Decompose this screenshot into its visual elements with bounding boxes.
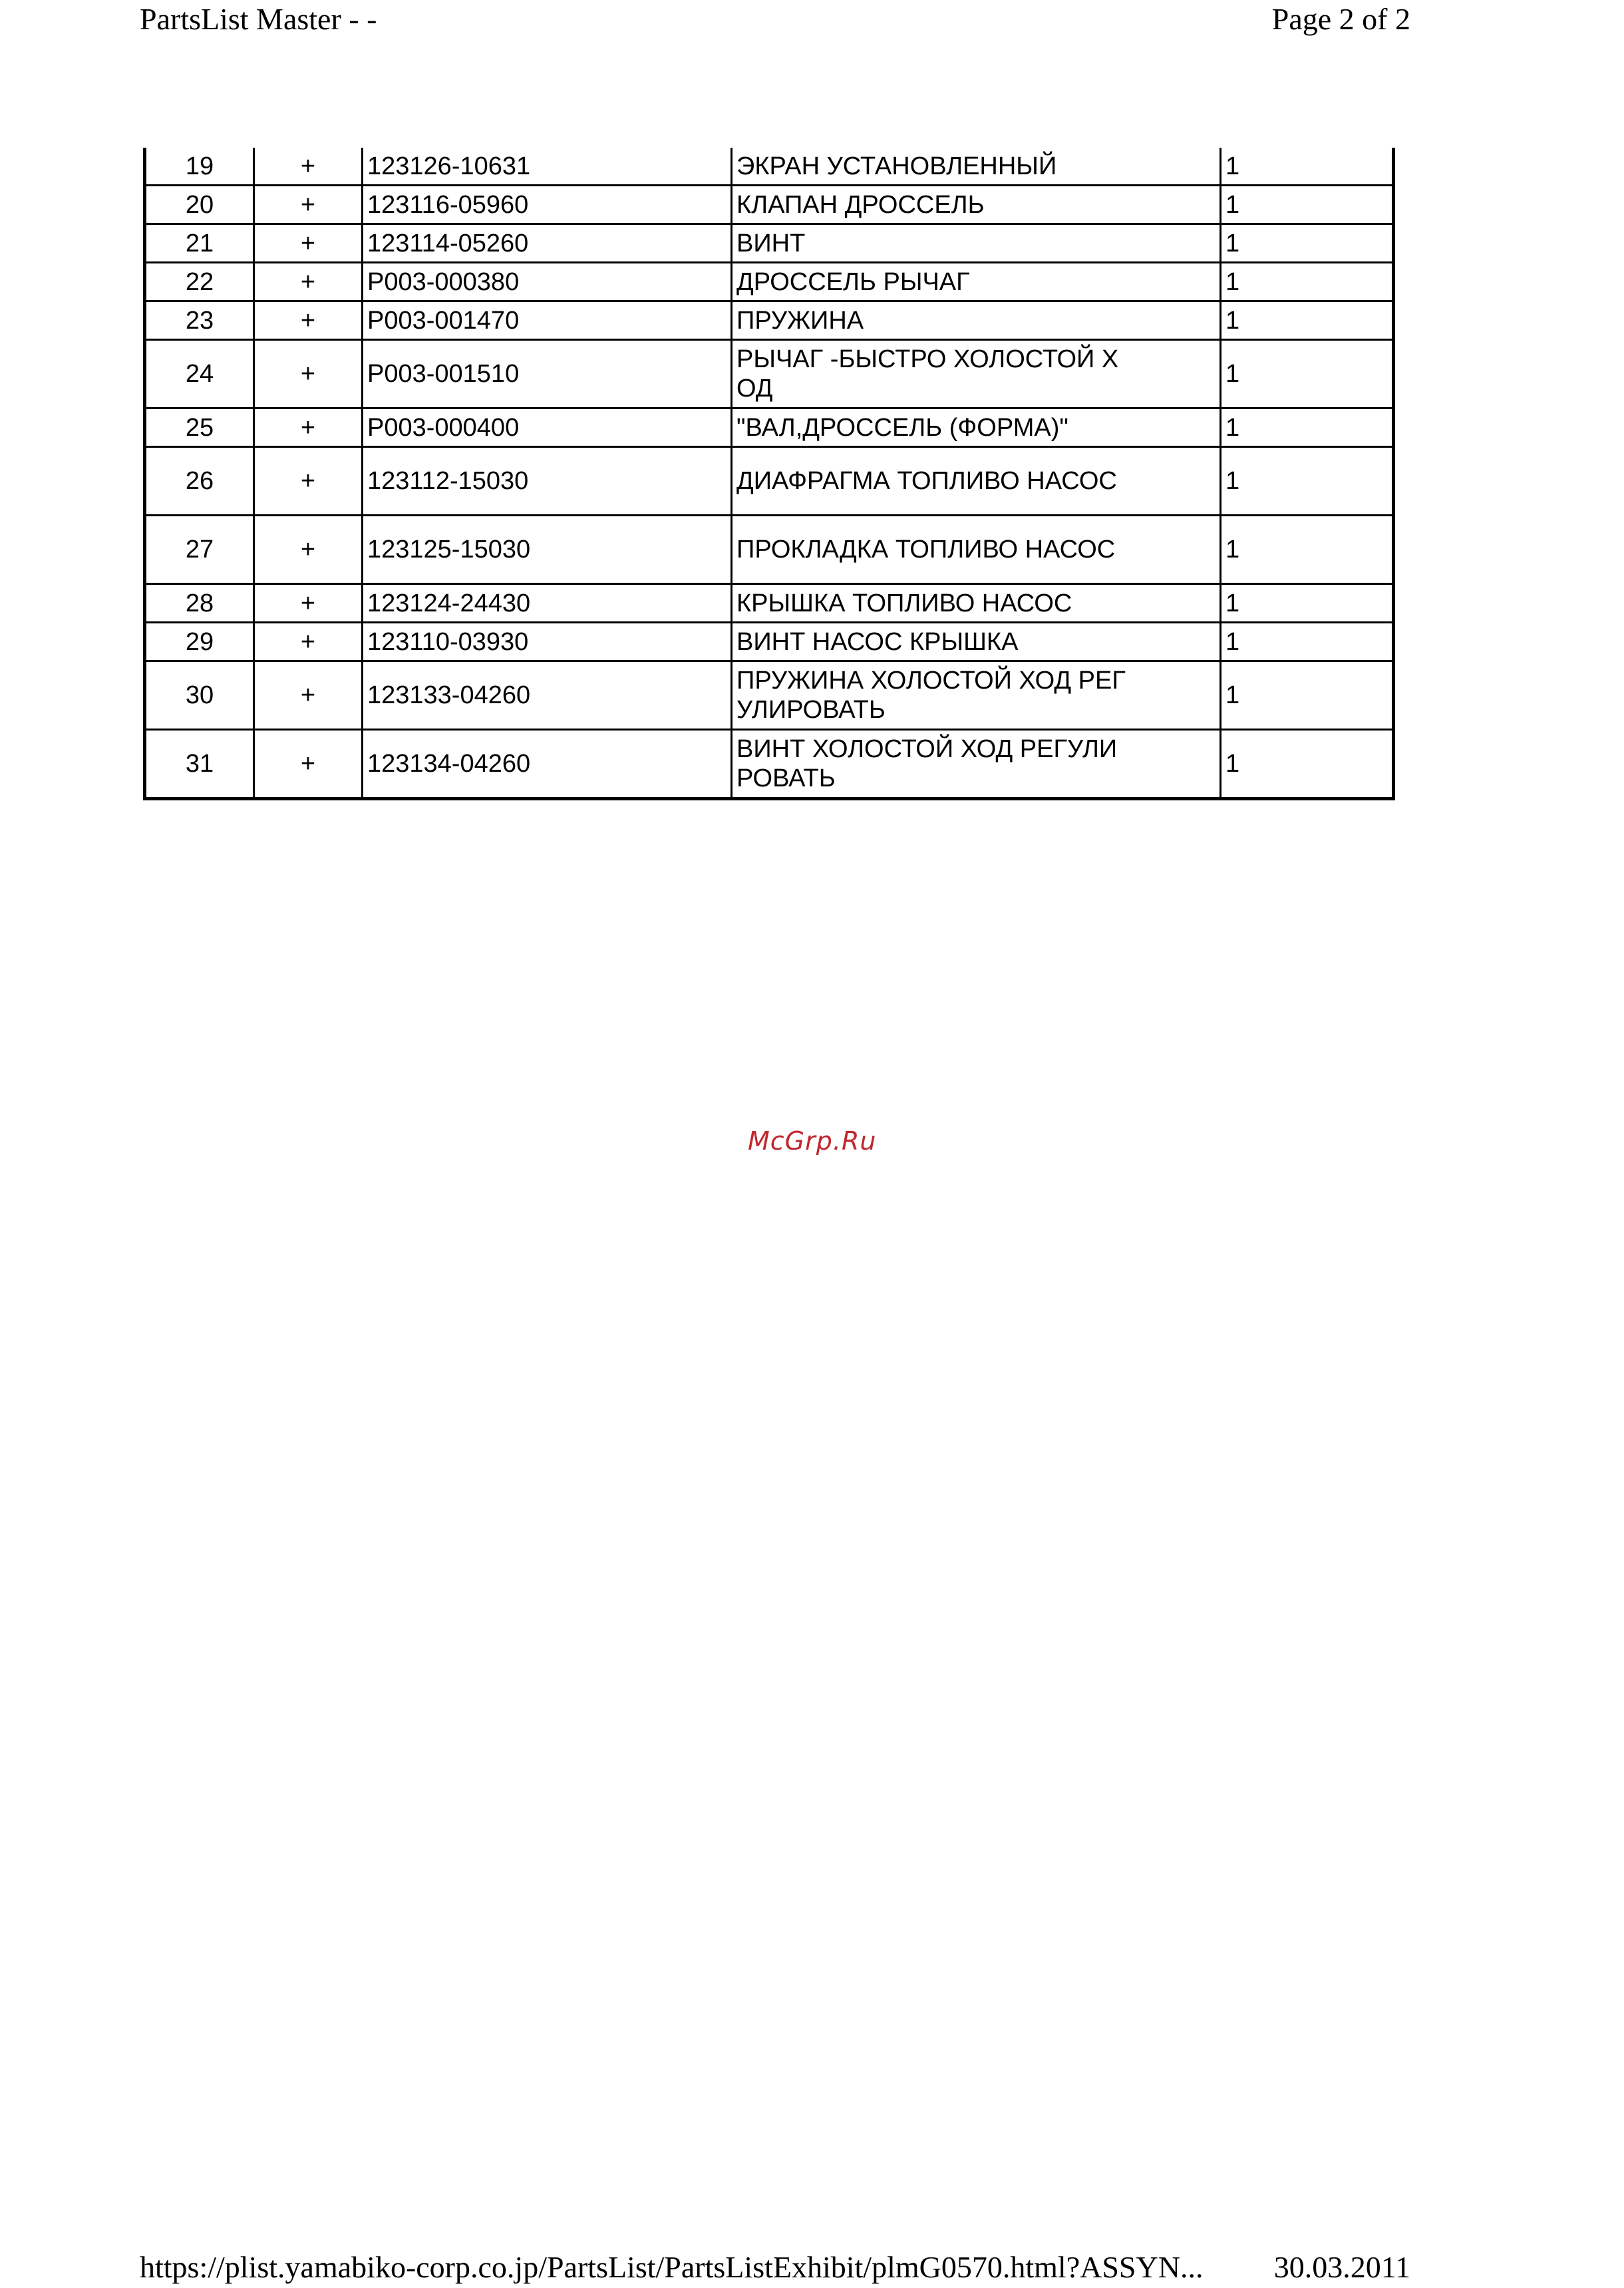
part-description <box>732 186 1221 224</box>
part-number: P003-001470 <box>363 301 732 340</box>
watermark: McGrp.Ru <box>748 1126 877 1156</box>
table-row <box>145 340 1394 409</box>
item-number: 27 <box>145 516 254 584</box>
table-row <box>145 447 1394 516</box>
item-mark: + <box>254 409 363 447</box>
item-mark: + <box>254 148 363 186</box>
table-row <box>145 730 1394 799</box>
source-url: https://plist.yamabiko-corp.co.jp/PartsList/PartsListExhibit/plmG0570.html?ASSYN... <box>140 2250 1204 2284</box>
part-number: 123114-05260 <box>363 224 732 263</box>
part-description-text: ПРОКЛАДКА ТОПЛИВО НАСОС <box>736 536 1116 564</box>
page-number: Page 2 of 2 <box>1271 2 1410 36</box>
item-number: 23 <box>145 301 254 340</box>
part-description <box>732 409 1221 447</box>
page-footer <box>140 2248 1410 2288</box>
parts-table-body <box>145 148 1394 799</box>
item-number: 31 <box>145 730 254 799</box>
table-row <box>145 186 1394 224</box>
table-row <box>145 409 1394 447</box>
part-description <box>732 516 1221 584</box>
part-description <box>732 661 1221 730</box>
parts-table <box>143 148 1395 800</box>
table-row <box>145 516 1394 584</box>
table-row <box>145 148 1394 186</box>
item-mark: + <box>254 584 363 623</box>
part-number: P003-000380 <box>363 263 732 301</box>
part-description-text: ДРОССЕЛЬ РЫЧАГ <box>736 267 970 296</box>
item-number: 21 <box>145 224 254 263</box>
item-number: 26 <box>145 447 254 516</box>
table-row <box>145 584 1394 623</box>
item-mark: + <box>254 263 363 301</box>
part-description <box>732 301 1221 340</box>
item-mark: + <box>254 447 363 516</box>
part-quantity: 1 <box>1221 661 1394 730</box>
part-description-text: КЛАПАН ДРОССЕЛЬ <box>736 190 985 219</box>
table-row <box>145 224 1394 263</box>
part-description <box>732 584 1221 623</box>
part-description-text: ПРУЖИНА ХОЛОСТОЙ ХОД РЕГУЛИРОВАТЬ <box>736 667 1126 724</box>
part-number: 123126-10631 <box>363 148 732 186</box>
page-header <box>140 0 1410 40</box>
part-quantity: 1 <box>1221 409 1394 447</box>
part-description-text: ВИНТ НАСОС КРЫШКА <box>736 627 1019 656</box>
part-quantity: 1 <box>1221 730 1394 799</box>
part-description-text: ДИАФРАГМА ТОПЛИВО НАСОС <box>736 467 1117 495</box>
table-row <box>145 301 1394 340</box>
part-number: 123110-03930 <box>363 623 732 661</box>
part-quantity: 1 <box>1221 623 1394 661</box>
print-date: 30.03.2011 <box>1273 2250 1410 2284</box>
part-quantity: 1 <box>1221 263 1394 301</box>
item-mark: + <box>254 730 363 799</box>
item-mark: + <box>254 516 363 584</box>
part-number: 123134-04260 <box>363 730 732 799</box>
part-number: 123124-24430 <box>363 584 732 623</box>
item-mark: + <box>254 186 363 224</box>
item-number: 30 <box>145 661 254 730</box>
part-number: 123112-15030 <box>363 447 732 516</box>
part-quantity: 1 <box>1221 186 1394 224</box>
item-number: 29 <box>145 623 254 661</box>
table-row <box>145 263 1394 301</box>
part-quantity: 1 <box>1221 301 1394 340</box>
part-quantity: 1 <box>1221 584 1394 623</box>
item-mark: + <box>254 224 363 263</box>
table-row <box>145 661 1394 730</box>
part-description <box>732 447 1221 516</box>
part-quantity: 1 <box>1221 516 1394 584</box>
part-number: P003-001510 <box>363 340 732 409</box>
item-number: 19 <box>145 148 254 186</box>
part-description-text: ПРУЖИНА <box>736 306 864 335</box>
part-description-text: ЭКРАН УСТАНОВЛЕННЫЙ <box>736 152 1057 180</box>
part-description <box>732 224 1221 263</box>
item-number: 22 <box>145 263 254 301</box>
part-description-text: "ВАЛ,ДРОССЕЛЬ (ФОРМА)" <box>736 413 1068 442</box>
part-description <box>732 623 1221 661</box>
part-description <box>732 730 1221 799</box>
part-description-text: РЫЧАГ -БЫСТРО ХОЛОСТОЙ ХОД <box>736 345 1119 403</box>
item-number: 28 <box>145 584 254 623</box>
item-number: 20 <box>145 186 254 224</box>
document-title: PartsList Master - - <box>140 2 377 36</box>
item-number: 24 <box>145 340 254 409</box>
part-number: 123116-05960 <box>363 186 732 224</box>
part-description-text: ВИНТ <box>736 229 806 257</box>
part-quantity: 1 <box>1221 340 1394 409</box>
item-mark: + <box>254 661 363 730</box>
part-description-text: КРЫШКА ТОПЛИВО НАСОС <box>736 589 1072 617</box>
item-mark: + <box>254 340 363 409</box>
part-description <box>732 148 1221 186</box>
part-quantity: 1 <box>1221 447 1394 516</box>
part-number: P003-000400 <box>363 409 732 447</box>
item-mark: + <box>254 301 363 340</box>
part-quantity: 1 <box>1221 148 1394 186</box>
part-description-text: ВИНТ ХОЛОСТОЙ ХОД РЕГУЛИРОВАТЬ <box>736 735 1118 792</box>
item-mark: + <box>254 623 363 661</box>
part-description <box>732 263 1221 301</box>
table-row <box>145 623 1394 661</box>
part-number: 123125-15030 <box>363 516 732 584</box>
part-quantity: 1 <box>1221 224 1394 263</box>
item-number: 25 <box>145 409 254 447</box>
part-description <box>732 340 1221 409</box>
part-number: 123133-04260 <box>363 661 732 730</box>
